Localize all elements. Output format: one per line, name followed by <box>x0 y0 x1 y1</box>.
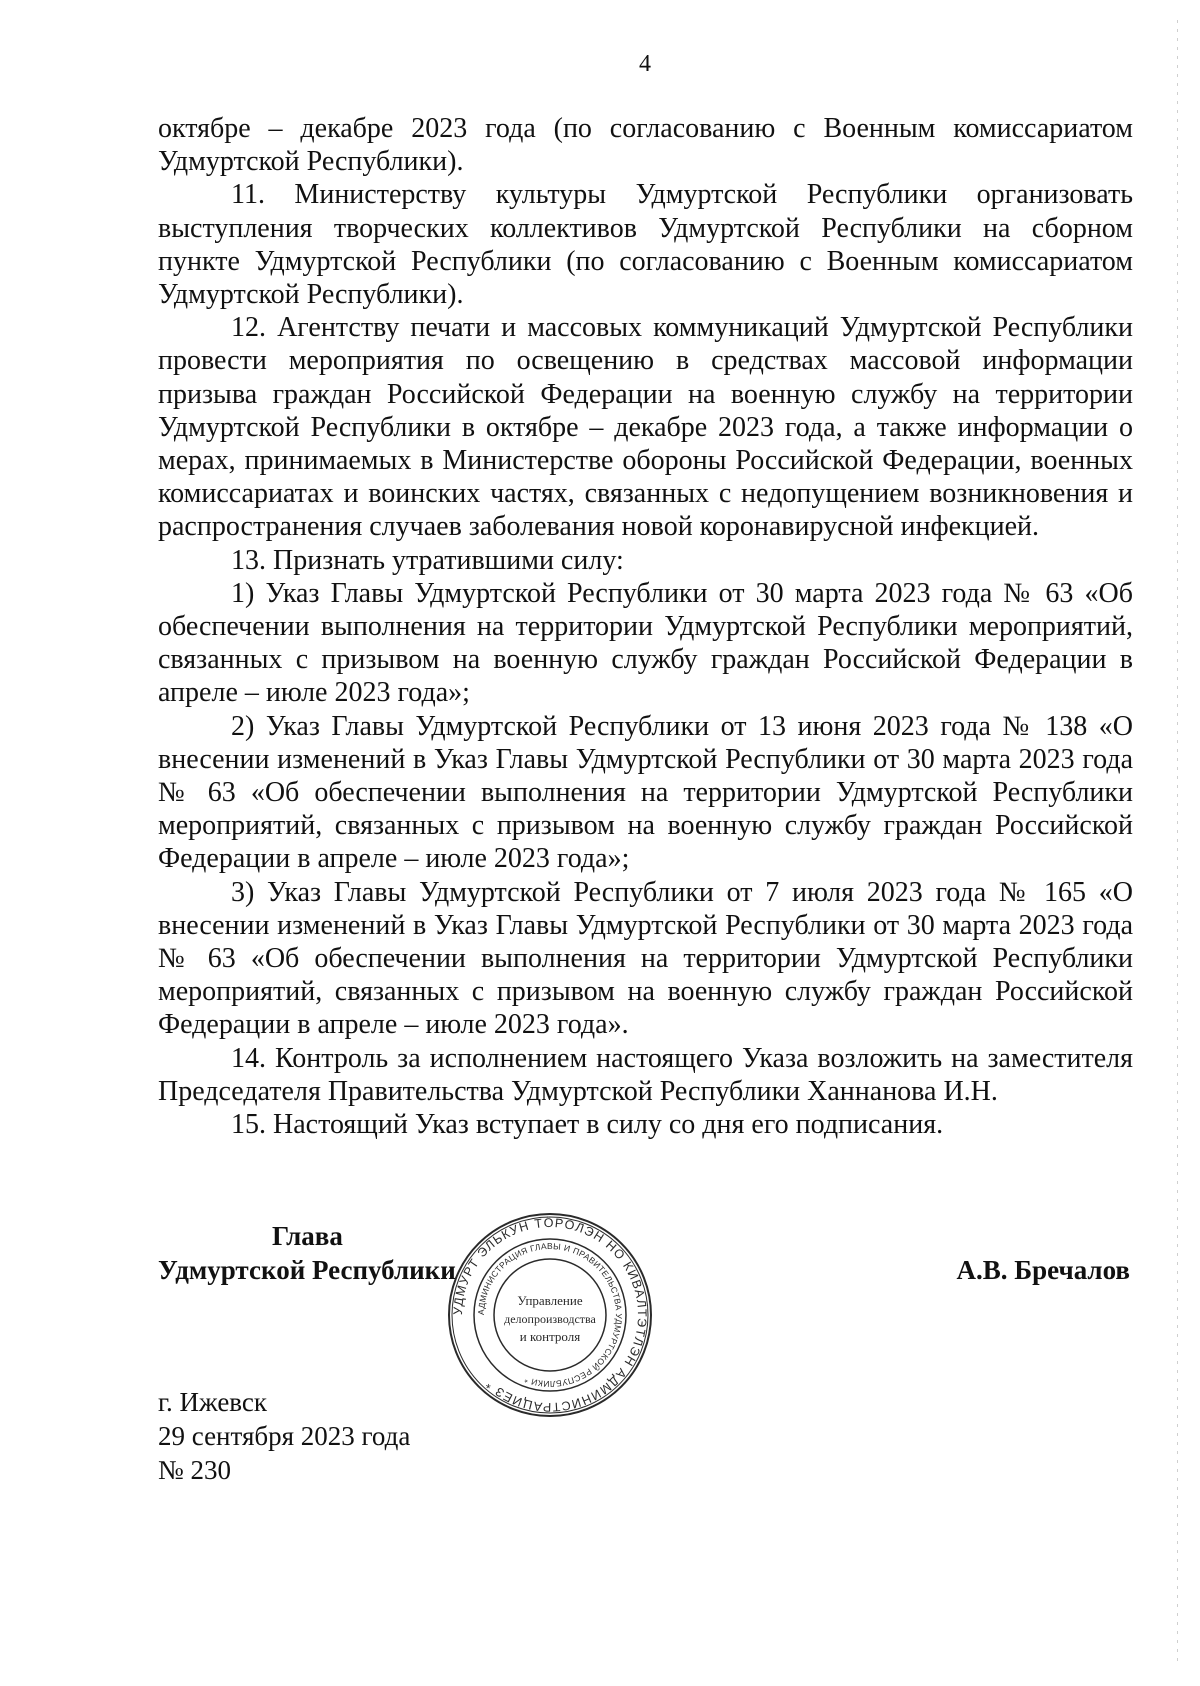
place-date-number <box>158 1385 410 1487</box>
paragraph-item-13-1: 1) Указ Главы Удмуртской Республики от 30 марта 2023 года № 63 «Об обеспечении выполнения на территории Удмуртской Республики мероприятий, связанных с призывом на военную службу граждан Российской Федерации в апреле – июле 2023 года»; <box>158 577 1133 709</box>
document-date: 29 сентября 2023 года <box>158 1421 411 1451</box>
signatory-name: А.В. Бречалов <box>956 1255 1130 1285</box>
page-number: 4 <box>639 51 651 77</box>
paragraph-item-13: 13. Признать утратившими силу: <box>231 544 624 576</box>
stamp-center-line1: Управление <box>517 1293 583 1308</box>
scan-edge-marks <box>1177 20 1178 1666</box>
paragraph-item-13-3: 3) Указ Главы Удмуртской Республики от 7 июля 2023 года № 165 «О внесении изменений в Указ Главы Удмуртской Республики от 30 марта 2023 года № 63 «Об обеспечении выполнения на территории Удмуртской Республики мероприятий, связанных с призывом на военную службу граждан Российской Федерации в апреле – июле 2023 года». <box>158 876 1133 1041</box>
paragraph-continuation: октябре – декабре 2023 года (по согласованию с Военным комиссариатом Удмуртской Республики). <box>158 113 1133 178</box>
stamp-inner-text: АДМИНИСТРАЦИЯ ГЛАВЫ И ПРАВИТЕЛЬСТВА УДМУРТСКОЙ РЕСПУБЛИКИ * <box>475 1240 625 1390</box>
stamp-outer-text: УДМУРТ ЭЛЬКУН ТӦРОЛЭН НО КИВАЛТЭТЛЭН АДМИНИСТРАЦИЕЗ * <box>450 1215 650 1415</box>
stamp-center-line2: делопроизводства <box>504 1312 596 1326</box>
paragraph-item-14: 14. Контроль за исполнением настоящего Указа возложить на заместителя Председателя Правительства Удмуртской Республики Ханнанова И.Н. <box>158 1042 1133 1107</box>
document-number: № 230 <box>158 1455 232 1485</box>
paragraph-item-13-2: 2) Указ Главы Удмуртской Республики от 13 июня 2023 года № 138 «О внесении изменений в Указ Главы Удмуртской Республики от 30 марта 2023 года № 63 «Об обеспечении выполнения на территории Удмуртской Республики мероприятий, связанных с призывом на военную службу граждан Российской Федерации в апреле – июле 2023 года»; <box>158 710 1133 875</box>
official-seal-stamp <box>445 1210 655 1420</box>
paragraph-item-15: 15. Настоящий Указ вступает в силу со дня его подписания. <box>231 1109 944 1141</box>
document-body <box>158 112 1133 1141</box>
place-city: г. Ижевск <box>158 1387 268 1417</box>
signatory-title-line2: Удмуртской Республики <box>158 1255 456 1285</box>
signatory-title <box>158 1219 456 1287</box>
paragraph-item-12: 12. Агентству печати и массовых коммуникаций Удмуртской Республики провести мероприятия по освещению в средствах массовой информации призыва граждан Российской Федерации на военную службу на территории Удмуртской Республики в октябре – декабре 2023 года, а также информации о мерах, принимаемых в Министерстве обороны Российской Федерации, военных комиссариатах и воинских частях, связанных с недопущением возникновения и распространения случаев заболевания новой коронавирусной инфекцией. <box>158 312 1133 543</box>
paragraph-item-11: 11. Министерству культуры Удмуртской Республики организовать выступления творческих коллективов Удмуртской Республики на сборном пункте Удмуртской Республики (по согласованию с Военным комиссариатом Удмуртской Республики). <box>158 179 1133 311</box>
stamp-center-line3: и контроля <box>519 1329 581 1344</box>
signatory-title-line1: Глава <box>272 1221 343 1251</box>
